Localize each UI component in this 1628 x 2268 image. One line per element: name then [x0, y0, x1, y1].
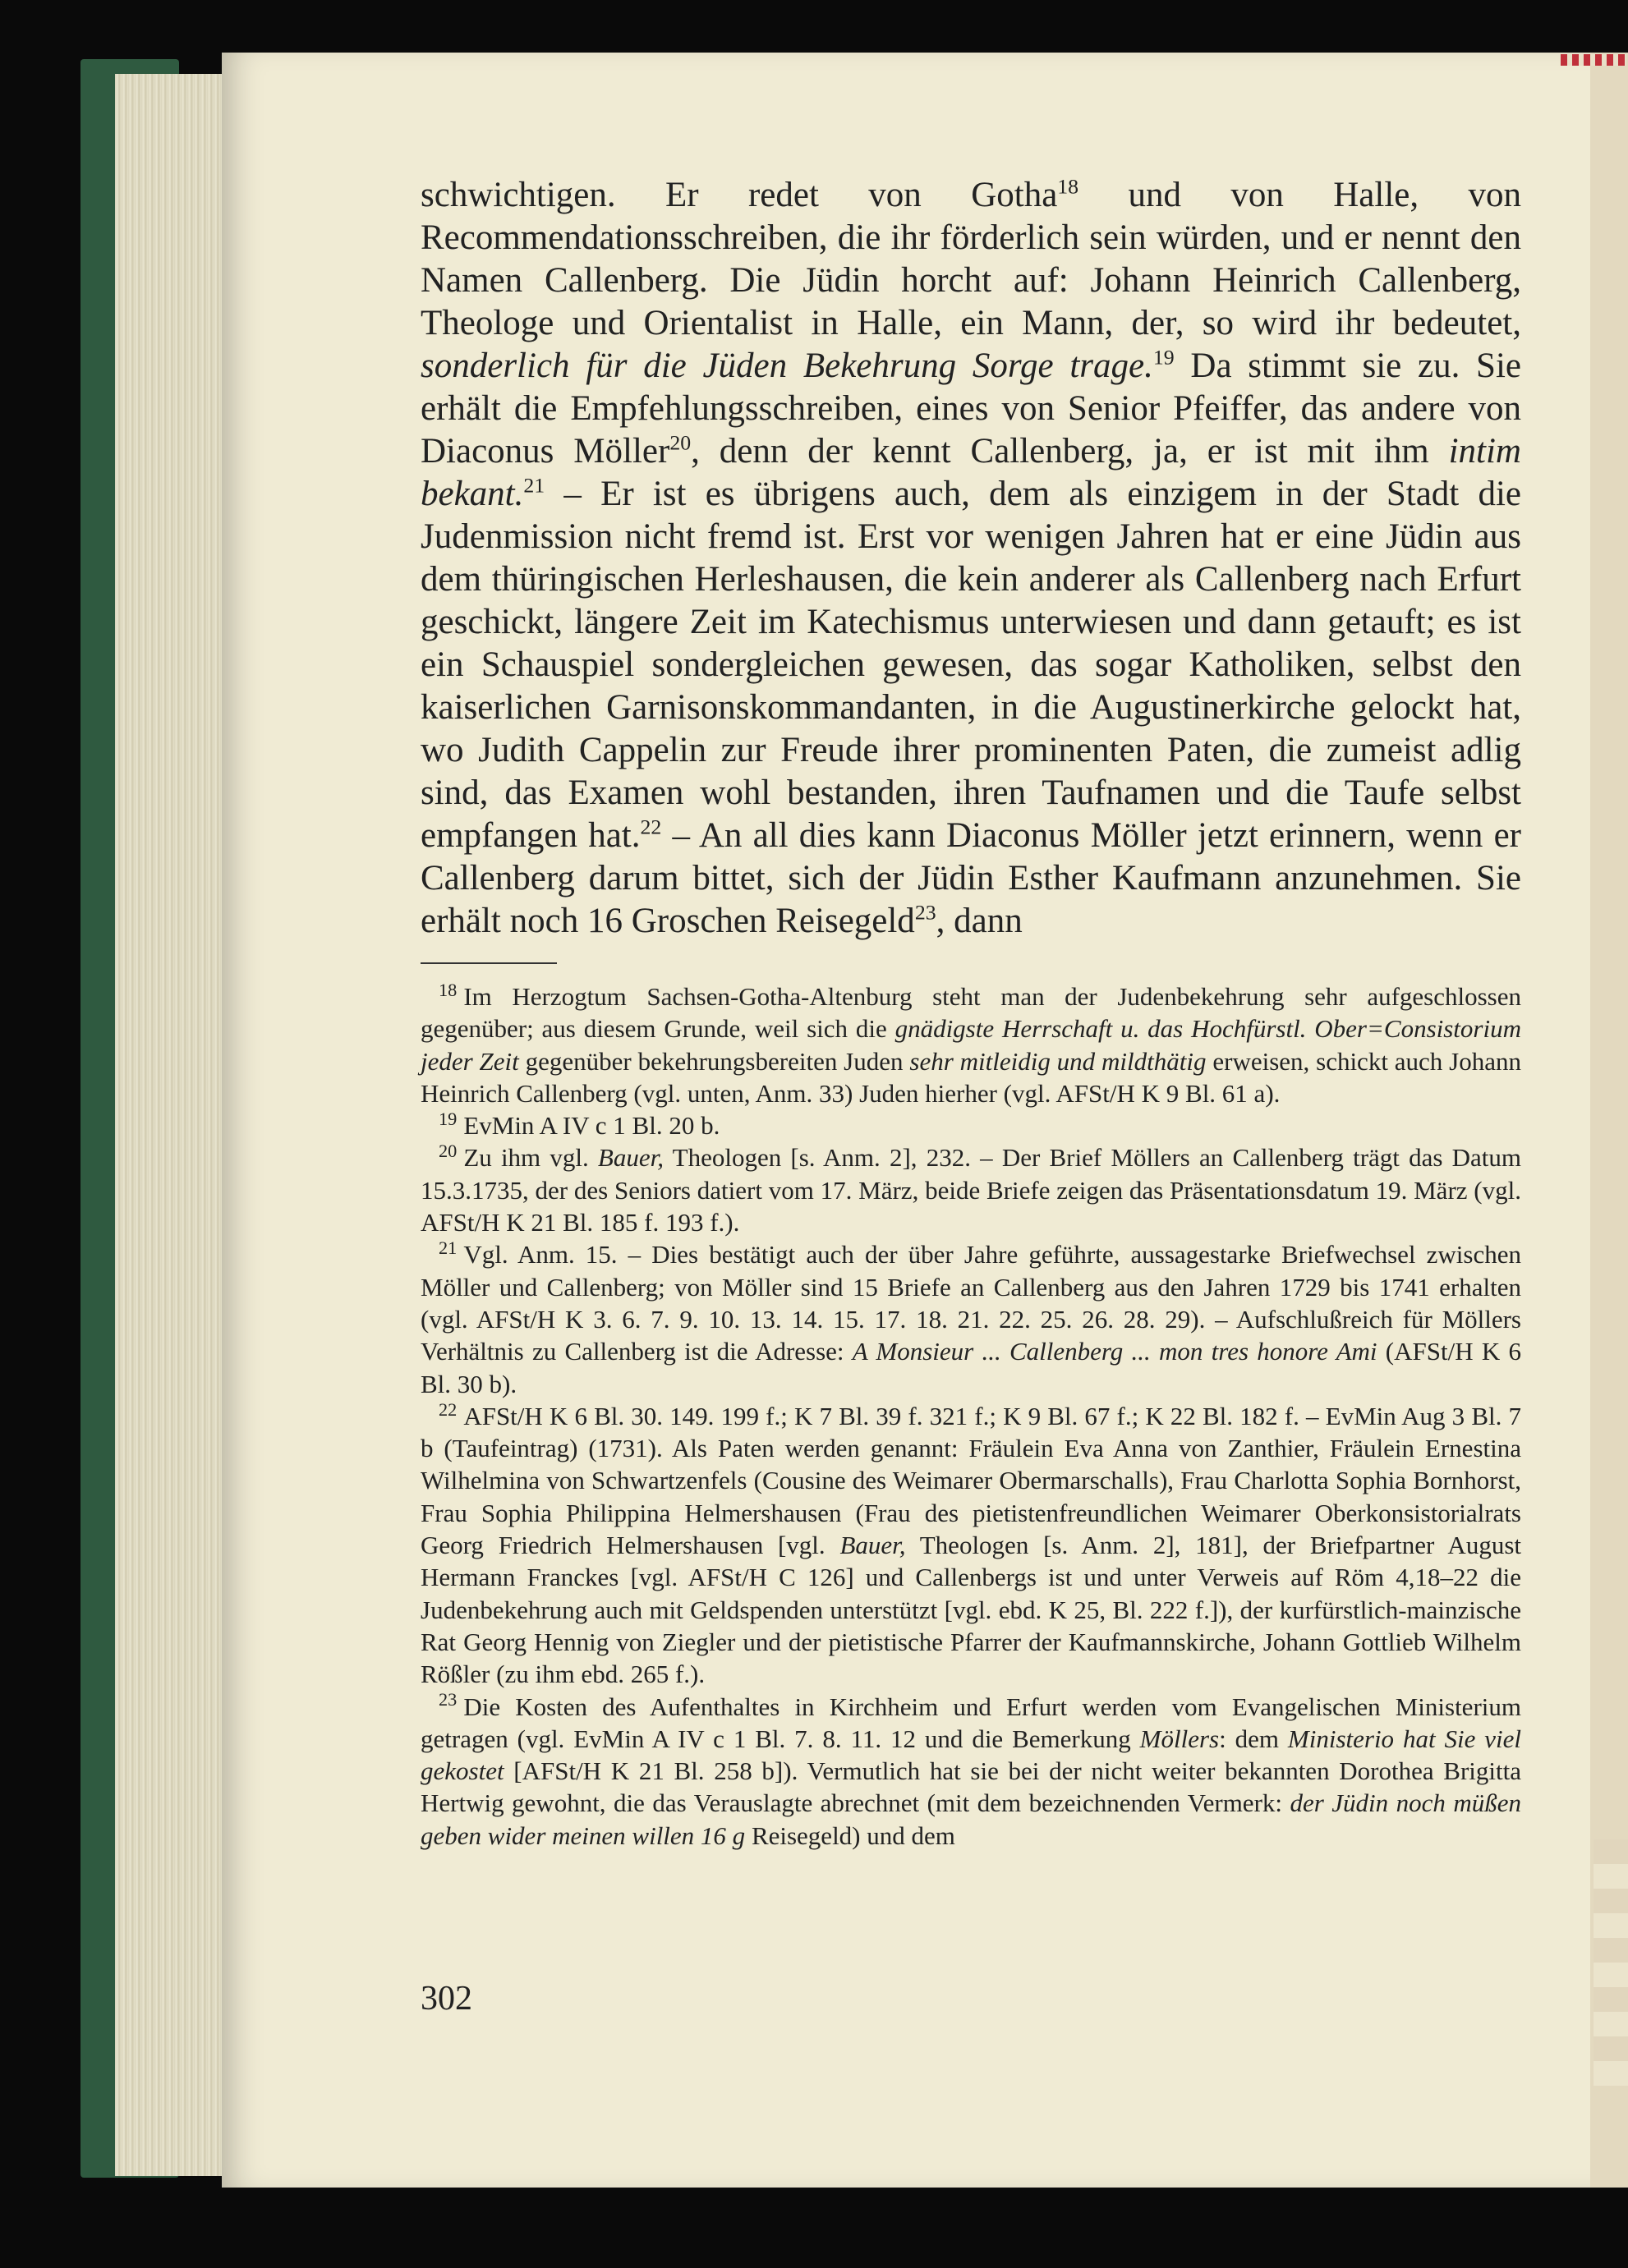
page-edges — [115, 74, 238, 2176]
footnote-21: $^{21}$ Vgl. Anm. 15. – Dies bestätigt auch der über Jahre geführte, aussagestarke Briefwechsel zwischen Möller und Callenberg; von Möller sind 15 Briefe an Callenberg aus den Jahren 1729 bis 1741 erhalten (vgl. AFSt/H K 3. 6. 7. 9. 10. 13. 14. 15. 17. 18. 21. 22. 25. 26. 28. 29). – Aufschlußreich für Möllers Verhältnis zu Callenberg ist die Adresse: A Monsieur ... Callenberg ... mon tres honore Ami (AFSt/H K 6 Bl. 30 b). — [421, 1237, 1521, 1398]
footnote-20: $^{20}$ Zu ihm vgl. Bauer, Theologen [s. Anm. 2], 232. – Der Brief Möllers an Callenberg trägt das Datum 15.3.1735, der des Seniors datiert vom 17. März, beide Briefe zeigen das Präsentationsdatum 19. März (vgl. AFSt/H K 21 Bl. 185 f. 193 f.). — [421, 1141, 1521, 1237]
footnote-18: $^{18}$ Im Herzogtum Sachsen-Gotha-Altenburg steht man der Judenbekehrung sehr aufgeschlossen gegenüber; aus diesem Grunde, weil sich die gnädigste Herrschaft u. das Hochfürstl. Ober=Consistorium jeder Zeit gegenüber bekehrungsbereiten Juden sehr mitleidig und mildthätig erweisen, schickt auch Johann Heinrich Callenberg (vgl. unten, Anm. 33) Juden hierher (vgl. AFSt/H K 9 Bl. 61 a). — [421, 979, 1521, 1108]
footnote-divider — [421, 962, 557, 964]
footnote-ref-19[interactable]: 19 — [1152, 345, 1175, 370]
footnote-ref-18[interactable]: 18 — [1057, 174, 1079, 199]
footnote-23: $^{23}$ Die Kosten des Aufenthaltes in Kirchheim und Erfurt werden vom Evangelischen Ministerium getragen (vgl. EvMin A IV c 1 Bl. 7. 8. 11. 12 und die Bemerkung Möllers: dem Ministerio hat Sie viel gekostet [AFSt/H K 21 Bl. 258 b]). Vermutlich hat sie bei der nicht weiter bekannten Dorothea Brigitta Hertwig gewohnt, die das Verauslagte abrechnet (mit dem bezeichnenden Vermerk: der Jüdin noch müßen geben wider meinen willen 16 g Reisegeld) und dem — [421, 1689, 1522, 1850]
facing-page-shadow — [1594, 1839, 1628, 2086]
body-paragraph: schwichtigen. Er redet von Gotha$^{18}$ und von Halle, von Recommendationsschreiben, die ihr förderlich sein würden, und er nennt den Namen Callenberg. Die Jüdin horcht auf: Johann Heinrich Callenberg, Theologe und Orientalist in Halle, ein Mann, der, so wird ihr bedeutet, sonderlich für die Jüden Bekehrung Sorge trage.$^{19}$ Da stimmt sie zu. Sie erhält die Empfehlungsschreiben, eines von Senior Pfeiffer, das andere von Diaconus Möller$^{20}$, denn der kennt Callenberg, ja, er ist mit ihm intim bekant.$^{21}$ – Er ist es übrigens auch, dem als einzigem in der Stadt die Judenmission nicht fremd ist. Erst vor wenigen Jahren hat er eine Jüdin aus dem thüringischen Herleshausen, die kein anderer als Callenberg nach Erfurt geschickt, längere Zeit im Katechismus unterwiesen und dann getauft; es ist ein Schauspiel sondergleichen gewesen, das sogar Katholiken, selbst den kaiserlichen Garnisonskommandanten, in die Augustinerkirche gelockt hat, wo Judith Cappelin zur Freude ihrer prominenten Paten, die zumeist adlig sind, das Examen wohl bestanden, ihren Taufnamen und die Taufe selbst empfangen hat.$^{22}$ – An all dies kann Diaconus Möller jetzt erinnern, wenn er Callenberg darum bittet, sich der Jüdin Esther Kaufmann anzunehmen. Sie erhält noch 16 Groschen Reisegeld$^{23}$, dann — [421, 174, 1522, 940]
main-text — [421, 174, 1521, 943]
footnote-ref-22[interactable]: 22 — [640, 815, 662, 839]
footnote-ref-21[interactable]: 21 — [523, 473, 545, 498]
color-calibration-strip — [1561, 54, 1626, 66]
page-number: 302 — [421, 1980, 472, 2018]
footnotes — [421, 980, 1521, 1852]
footnote-22: $^{22}$ AFSt/H K 6 Bl. 30. 149. 199 f.; K 7 Bl. 39 f. 321 f.; K 9 Bl. 67 f.; K 22 Bl. 182 f. – EvMin Aug 3 Bl. 7 b (Taufeintrag) (1731). Als Paten werden genannt: Fräulein Eva Anna von Zanthier, Fräulein Ernestina Wilhelmina von Schwartzenfels (Cousine des Weimarer Obermarschalls), Frau Charlotta Sophia Bornhorst, Frau Sophia Philippina Helmershausen (Frau des pietistenfreundlichen Weimarer Oberkonsistorialrats Georg Friedrich Helmershausen [vgl. Bauer, Theologen [s. Anm. 2], 181], der Briefpartner August Hermann Franckes [vgl. AFSt/H C 126] und Callenbergs ist und unter Verweis auf Röm 4,18–22 die Judenbekehrung auch mit Geldspenden unterstützt [vgl. ebd. K 25, Bl. 222 f.]), der kurfürstlich-mainzische Rat Georg Hennig von Ziegler und der pietistische Pfarrer der Kaufmannskirche, Johann Gottlieb Wilhelm Rößler (zu ihm ebd. 265 f.). — [421, 1398, 1522, 1689]
footnote-ref-23[interactable]: 23 — [914, 900, 936, 925]
footnote-19: $^{19}$ EvMin A IV c 1 Bl. 20 b. — [439, 1108, 720, 1141]
footnote-ref-20[interactable]: 20 — [669, 430, 692, 455]
